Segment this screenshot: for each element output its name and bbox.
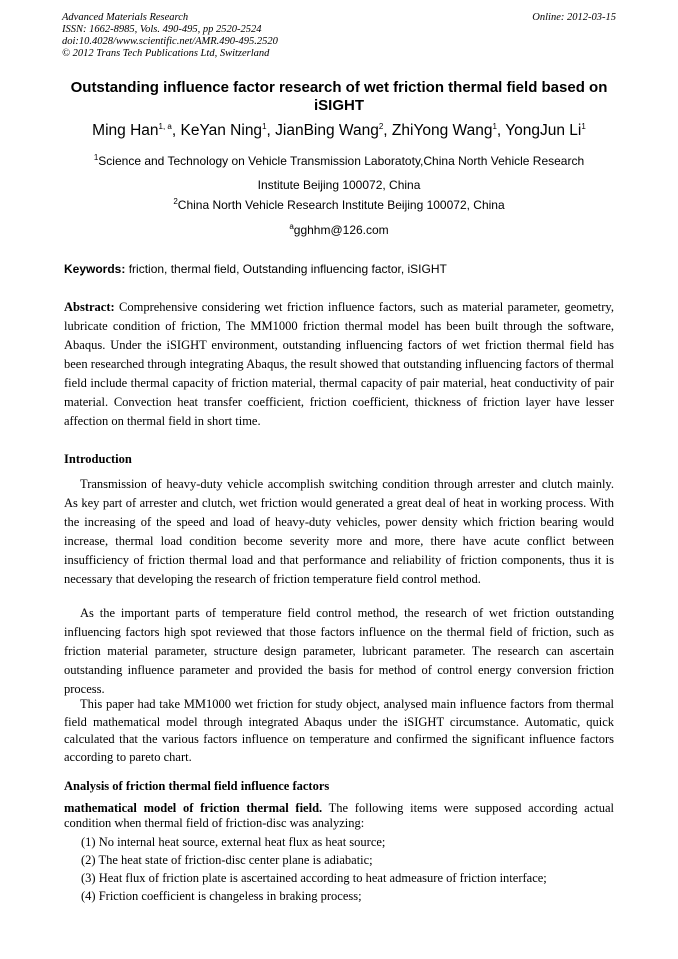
affiliation-sup: 1 [93, 153, 99, 162]
author-name: YongJun Li [505, 122, 582, 139]
affiliation-1 [62, 149, 616, 197]
subsection-text: The following items were supposed according actual condition when thermal field of friction-disc was analyzing: [64, 801, 614, 830]
author-sup: 1, a [158, 121, 172, 131]
abstract-text: Comprehensive considering wet friction influence factors, such as material parameter, geometry, lubricate condition of friction, The MM1000 friction thermal model has been built through the software, Abaqus. Under the iSIGHT environment, outstanding influencing factors of wet friction thermal field has been researched through integrating Abaqus, the result showed that outstanding influencing factors of thermal field include thermal capacity of friction material, thermal capacity of pair material, heat conductivity of pair material. Convection heat transfer coefficient, friction coefficient, thickness of friction layer have lesser affection on thermal field in short time. [64, 300, 614, 428]
affiliation-sup: 2 [173, 197, 178, 206]
paper-title: Outstanding influence factor research of wet friction thermal field based on iSIGHT [70, 79, 608, 114]
introduction-paragraph-2: As the important parts of temperature field control method, the research of wet friction outstanding influencing factors high spot reviewed that those factors influence on the thermal field of friction, such as friction material parameter, structure design parameter, lubricant parameter. The research can ascertain outstanding influence parameter and provided the basis for method of control energy conversion friction process. [64, 606, 614, 696]
affiliation-2 [62, 193, 616, 217]
author-sup: 1 [262, 121, 267, 131]
author-sup: 1 [581, 121, 586, 131]
introduction-paragraph-1: Transmission of heavy-duty vehicle accomplish switching condition through arrester and clutch mainly. As key part of arrester and clutch, wet friction would generated a great deal of heat in working process. With the increasing of the speed and load of heavy-duty vehicles, power density which friction bearing would increase, thermal load condition become severity more and more, there have acute conflict between insufficiency of friction thermal load and that performance and reliability of friction components, thus it is necessary that developing the research of friction temperature field control method. [64, 477, 614, 586]
affiliation-2-text: China North Vehicle Research Institute Beijing 100072, China [177, 198, 505, 212]
running-header [62, 12, 616, 60]
affiliation-1-line1: Science and Technology on Vehicle Transmission Laboratoty,China North Vehicle Research [98, 154, 585, 168]
keywords-label: Keywords: [64, 262, 126, 276]
introduction-paragraph-3: This paper had take MM1000 wet friction for study object, analysed main influence factors from thermal field mathematical model through integrated Abaqus under the iSIGHT circumstance. Automatic, quick calculated that the various factors influence on temperature and confirmed the significant influence factors according to pareto chart. [64, 697, 614, 764]
author-email [62, 218, 616, 242]
list-item: (3) Heat flux of friction plate is ascertained according to heat admeasure of friction interface; [81, 871, 547, 885]
author-name: ZhiYong Wang [391, 122, 493, 139]
issn-line: ISSN: 1662-8985, Vols. 490-495, pp 2520-2524 [62, 24, 262, 35]
copyright-line: © 2012 Trans Tech Publications Ltd, Switzerland [62, 48, 270, 59]
subsection-label: mathematical model of friction thermal field. [64, 801, 323, 815]
online-date: Online: 2012-03-15 [532, 12, 616, 23]
author-list: Ming Han$^{1, a}$, KeYan Ning$^1$, JianBing Wang$^2$, ZhiYong Wang$^1$, YongJun Li$^1$ [92, 121, 586, 139]
author-sup: 2 [378, 121, 384, 131]
author-name: JianBing Wang [275, 122, 379, 139]
keywords-text: friction, thermal field, Outstanding influencing factor, iSIGHT [125, 262, 447, 276]
author-name: KeYan Ning [180, 122, 263, 139]
introduction-heading: Introduction [64, 452, 132, 466]
doi-line: doi:10.4028/www.scientific.net/AMR.490-495.2520 [62, 36, 278, 47]
analysis-heading: Analysis of friction thermal field influence factors [64, 779, 330, 793]
list-item: (4) Friction coefficient is changeless in braking process; [81, 889, 362, 903]
email-sup: a [289, 222, 294, 231]
author-sup: 1 [492, 121, 497, 131]
author-name: Ming Han [92, 122, 159, 139]
keywords [64, 261, 616, 277]
assumption-list [81, 833, 621, 905]
email-text: gghhm@126.com [293, 223, 389, 237]
abstract [64, 298, 614, 431]
list-item: (2) The heat state of friction-disc center plane is adiabatic; [81, 853, 373, 867]
list-item: (1) No internal heat source, external heat flux as heat source; [81, 835, 386, 849]
journal-name: Advanced Materials Research [62, 12, 189, 23]
affiliation-1-line2: Institute Beijing 100072, China [257, 178, 421, 192]
abstract-label: Abstract: [64, 300, 115, 314]
analysis-paragraph [64, 801, 614, 830]
